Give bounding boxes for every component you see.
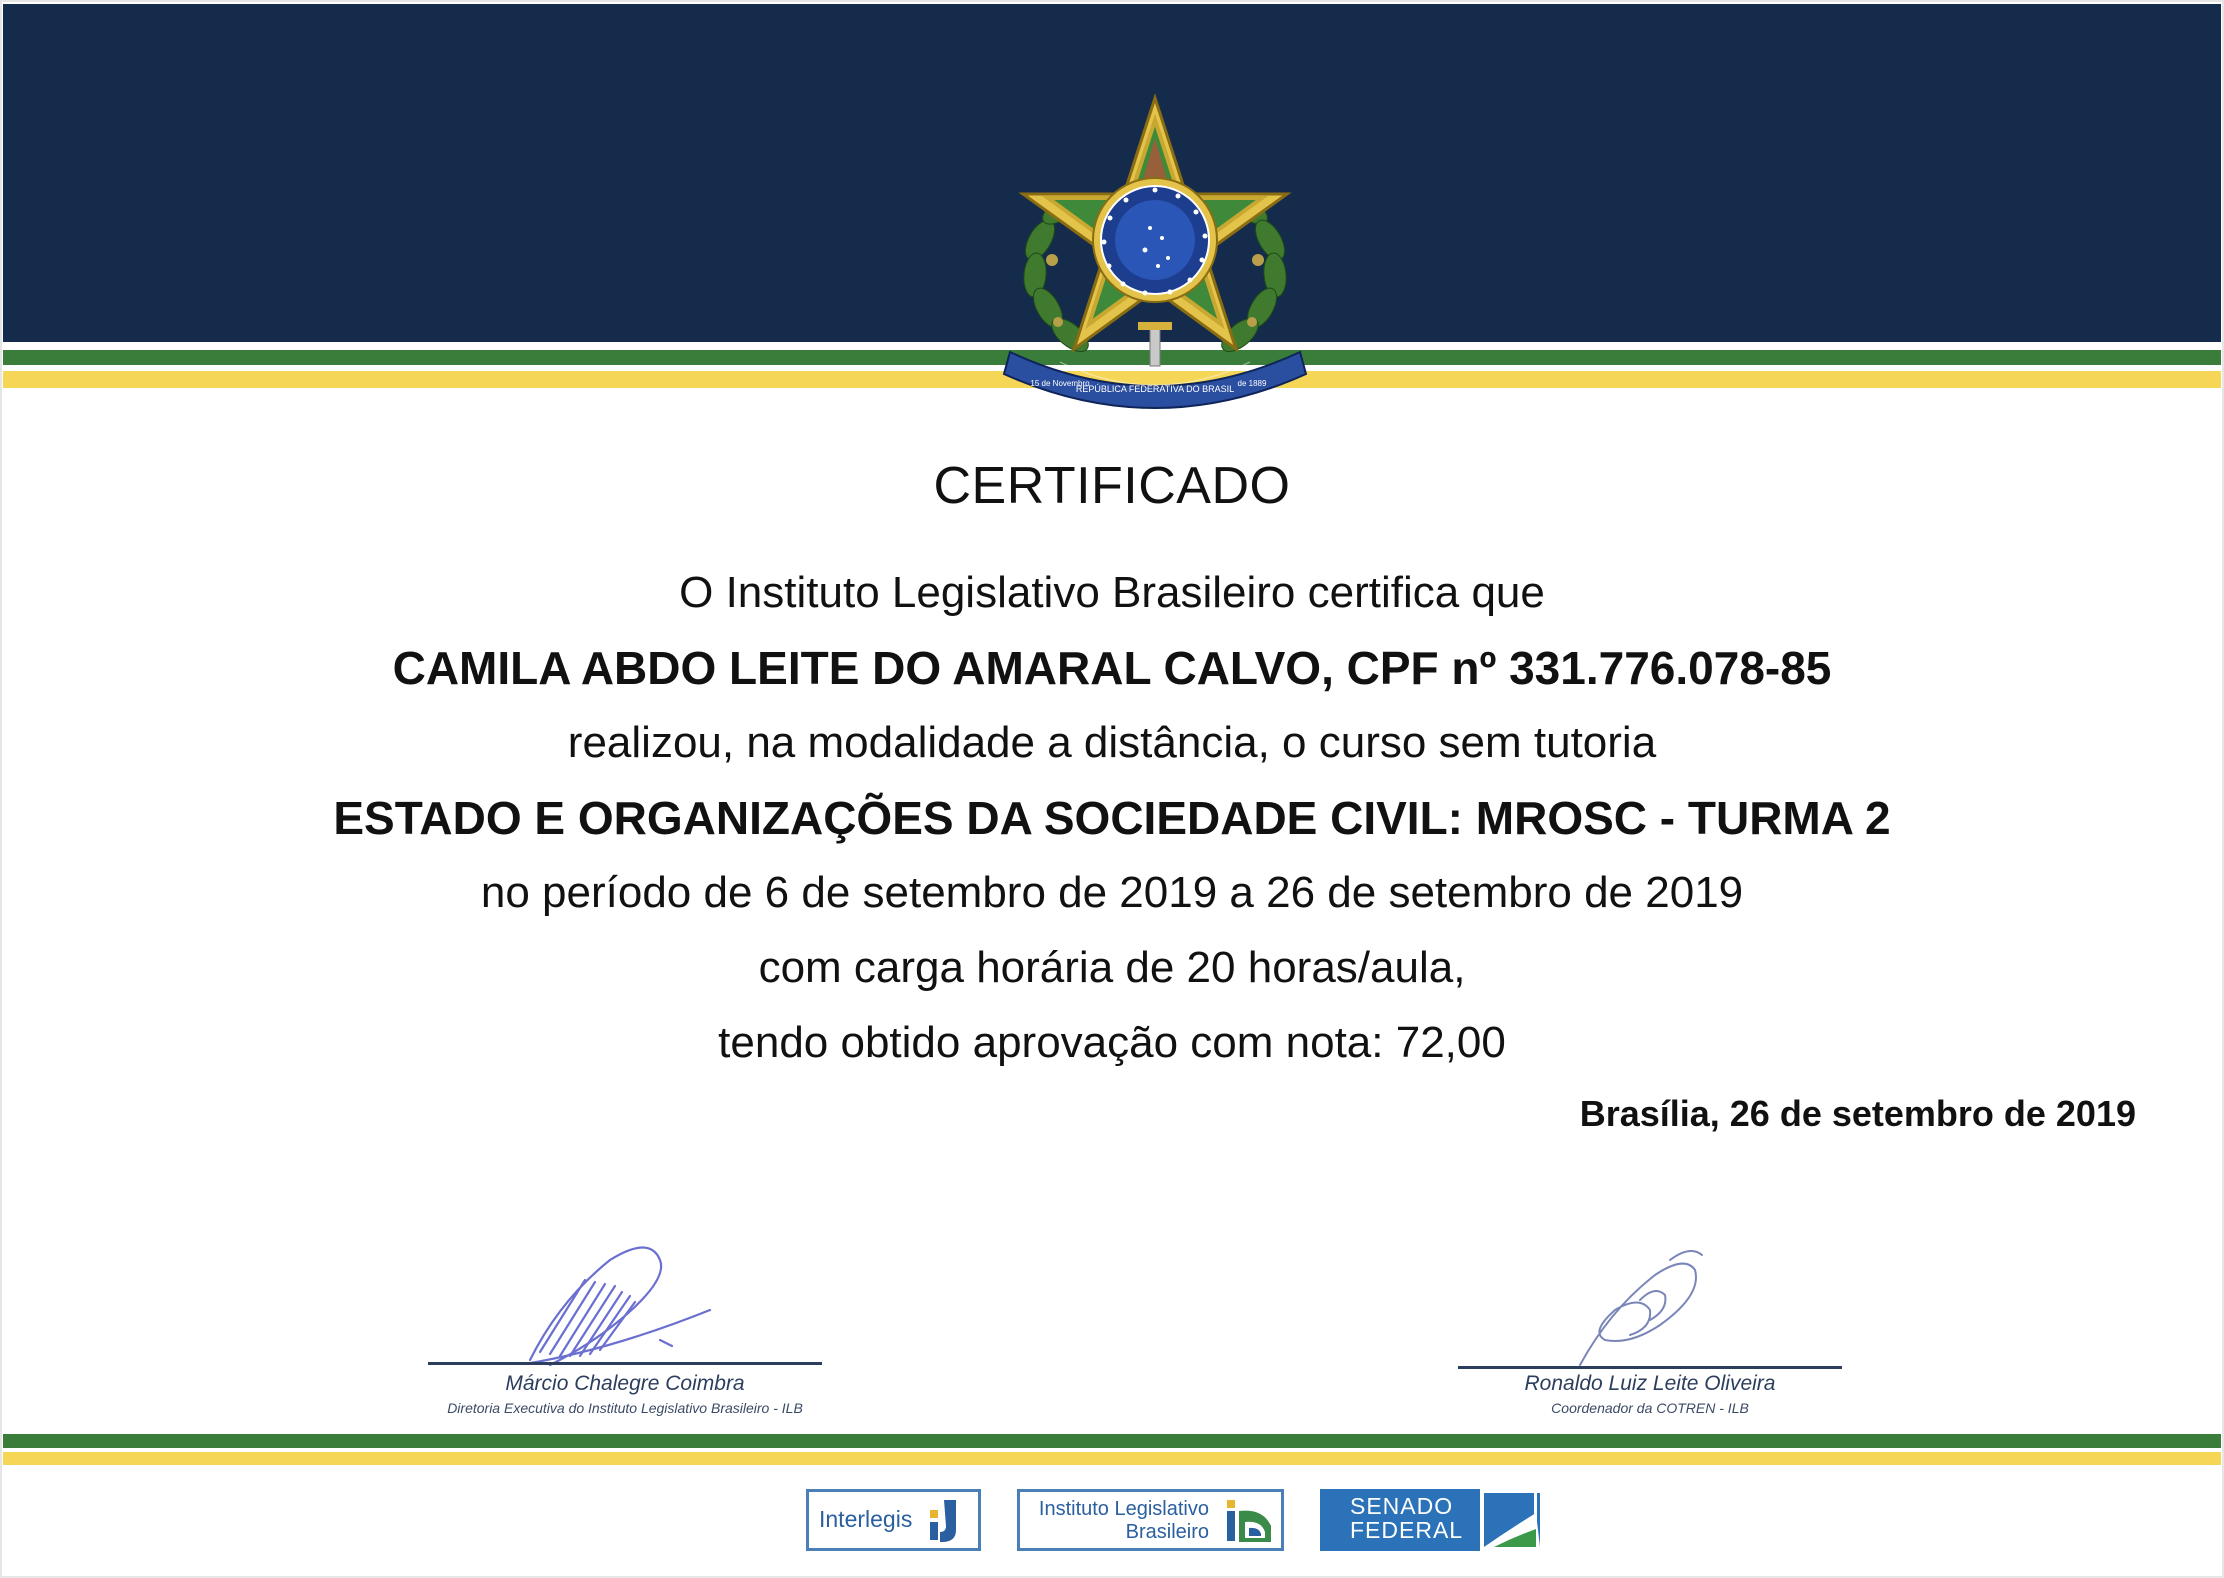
- signature-scribble: [410, 1240, 840, 1370]
- senado-federal-logo: [1320, 1489, 1544, 1551]
- signatory-name: Ronaldo Luiz Leite Oliveira: [1524, 1372, 1776, 1395]
- ilb-logo-line1: Instituto Legislativo: [1038, 1498, 1209, 1520]
- interlegis-logo-text: Interlegis: [819, 1506, 913, 1532]
- certificate-title: CERTIFICADO: [933, 457, 1291, 515]
- course-name: ESTADO E ORGANIZAÇÕES DA SOCIEDADE CIVIL: MROSC - TURMA 2: [333, 792, 1891, 844]
- ribbon-date-left: 15 de Novembro: [1030, 379, 1090, 388]
- interlegis-mark-icon: [926, 1496, 974, 1544]
- ilb-logo: [1017, 1489, 1284, 1551]
- senado-logo-line2: FEDERAL: [1350, 1517, 1464, 1543]
- senado-mark-icon: [1480, 1489, 1544, 1551]
- place-date: Brasília, 26 de setembro de 2019: [1579, 1093, 2136, 1134]
- signatory-role: Diretoria Executiva do Instituto Legislativo Brasileiro - ILB: [447, 1400, 803, 1416]
- ilb-mark-icon: [1223, 1496, 1275, 1546]
- ilb-logo-line2: Brasileiro: [1125, 1521, 1209, 1543]
- period-text: no período de 6 de setembro de 2019 a 26 de setembro de 2019: [480, 868, 1744, 917]
- workload-text: com carga horária de 20 horas/aula,: [758, 943, 1466, 992]
- modality-text: realizou, na modalidade a distância, o curso sem tutoria: [567, 718, 1657, 767]
- signature-line: [428, 1362, 822, 1365]
- ribbon-text: REPÚBLICA FEDERATIVA DO BRASIL: [1075, 384, 1235, 394]
- signature-scribble: [1440, 1240, 1860, 1370]
- recipient-name: CAMILA ABDO LEITE DO AMARAL CALVO, CPF nº 331.776.078-85: [392, 642, 1832, 694]
- grade-text: tendo obtido aprovação com nota: 72,00: [718, 1018, 1506, 1067]
- signatory-role: Coordenador da COTREN - ILB: [1551, 1400, 1749, 1416]
- footer-yellow-stripe: [3, 1452, 2221, 1465]
- certificate-intro: O Instituto Legislativo Brasileiro certifica que: [679, 568, 1545, 617]
- interlegis-logo: [806, 1489, 981, 1551]
- senado-logo-line1: SENADO: [1350, 1493, 1454, 1519]
- coat-of-arms-icon: [1000, 90, 1310, 420]
- footer-green-stripe: [3, 1434, 2221, 1448]
- signature-line: [1458, 1366, 1842, 1369]
- signatory-name: Márcio Chalegre Coimbra: [505, 1372, 745, 1395]
- senado-logo-text: [1350, 1494, 1463, 1542]
- ribbon-date-right: de 1889: [1237, 379, 1267, 388]
- ilb-logo-text: [1039, 1498, 1209, 1544]
